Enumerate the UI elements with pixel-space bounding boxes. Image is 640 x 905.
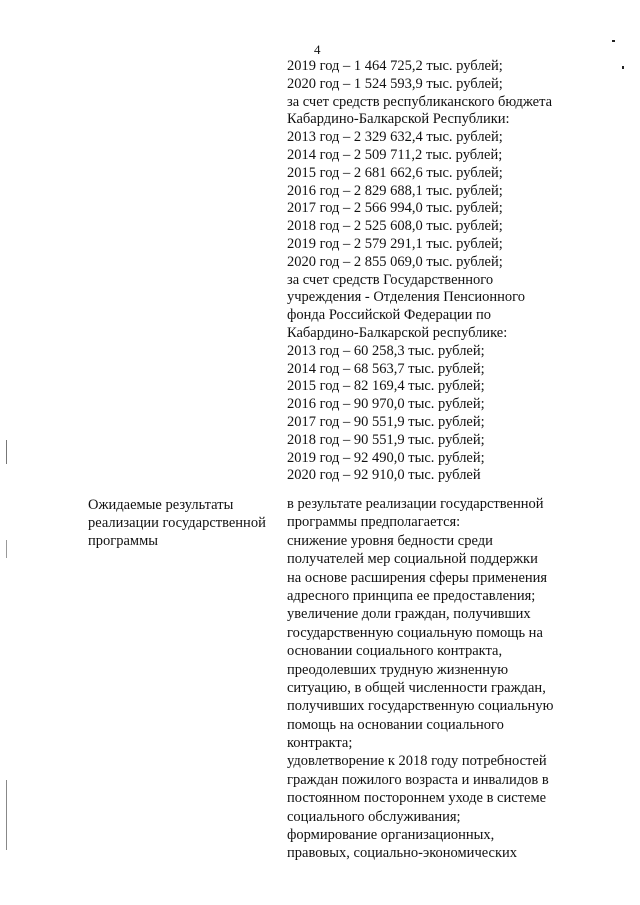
financing-line: Кабардино-Балкарской республике: — [287, 324, 508, 341]
results-line: адресного принципа ее предоставления; — [287, 587, 536, 604]
page-number: 4 — [314, 42, 321, 57]
results-line: увеличение доли граждан, получивших — [287, 606, 531, 623]
financing-line: 2014 год – 2 509 711,2 тыс. рублей; — [287, 146, 503, 163]
results-line: правовых, социально-экономических — [287, 845, 518, 862]
results-line: получателей мер социальной поддержки — [287, 551, 538, 568]
results-line: на основе расширения сферы применения — [287, 569, 548, 586]
results-line: контракта; — [287, 735, 353, 752]
results-line: программы предполагается: — [287, 514, 461, 531]
financing-line: 2017 год – 2 566 994,0 тыс. рублей; — [287, 200, 503, 217]
financing-line: 2020 год – 92 910,0 тыс. рублей — [287, 467, 481, 484]
financing-line: за счет средств Государственного — [287, 271, 494, 288]
results-line: ситуацию, в общей численности граждан, — [287, 679, 546, 696]
results-line: снижение уровня бедности среди — [287, 532, 493, 549]
expected-results-label — [88, 496, 278, 550]
financing-line: 2016 год – 90 970,0 тыс. рублей; — [287, 396, 485, 413]
results-line: удовлетворение к 2018 году потребностей — [287, 753, 547, 770]
financing-section — [287, 58, 627, 485]
financing-line: 2020 год – 1 524 593,9 тыс. рублей; — [287, 75, 503, 92]
label-line: реализации государственной — [88, 515, 266, 531]
financing-line: Кабардино-Балкарской Республики: — [287, 111, 510, 128]
financing-line: учреждения - Отделения Пенсионного — [287, 289, 525, 306]
results-line: социального обслуживания; — [287, 808, 461, 825]
expected-results-body — [287, 495, 627, 863]
scan-artifact — [6, 540, 7, 558]
results-line: помощь на основании социального — [287, 716, 504, 733]
financing-line: 2015 год – 82 169,4 тыс. рублей; — [287, 378, 485, 395]
scan-artifact — [6, 780, 7, 850]
label-line: Ожидаемые результаты — [88, 497, 234, 513]
financing-line: 2013 год – 60 258,3 тыс. рублей; — [287, 342, 485, 359]
financing-line: 2013 год – 2 329 632,4 тыс. рублей; — [287, 129, 503, 146]
financing-line: за счет средств республиканского бюджета — [287, 93, 553, 110]
scan-artifact — [622, 66, 624, 69]
financing-line: 2018 год – 2 525 608,0 тыс. рублей; — [287, 218, 503, 235]
financing-line: 2017 год – 90 551,9 тыс. рублей; — [287, 413, 485, 430]
results-line: постоянном постороннем уходе в системе — [287, 790, 547, 807]
results-line: государственную социальную помощь на — [287, 624, 543, 641]
scan-artifact — [6, 440, 7, 464]
results-line: формирование организационных, — [287, 827, 495, 844]
financing-line: 2014 год – 68 563,7 тыс. рублей; — [287, 360, 485, 377]
financing-line: 2018 год – 90 551,9 тыс. рублей; — [287, 431, 485, 448]
financing-line: 2015 год – 2 681 662,6 тыс. рублей; — [287, 164, 503, 181]
results-line: основании социального контракта, — [287, 643, 503, 660]
label-line: программы — [88, 533, 158, 549]
results-line: в результате реализации государственной — [287, 496, 544, 512]
scan-artifact — [612, 40, 615, 42]
financing-line: фонда Российской Федерации по — [287, 307, 492, 324]
results-line: граждан пожилого возраста и инвалидов в — [287, 771, 549, 788]
financing-line: 2020 год – 2 855 069,0 тыс. рублей; — [287, 253, 503, 270]
financing-line: 2019 год – 1 464 725,2 тыс. рублей; — [287, 58, 503, 74]
results-line: преодолевших трудную жизненную — [287, 661, 509, 678]
financing-line: 2019 год – 92 490,0 тыс. рублей; — [287, 449, 485, 466]
financing-line: 2016 год – 2 829 688,1 тыс. рублей; — [287, 182, 503, 199]
results-line: получивших государственную социальную — [287, 698, 554, 715]
financing-line: 2019 год – 2 579 291,1 тыс. рублей; — [287, 235, 503, 252]
